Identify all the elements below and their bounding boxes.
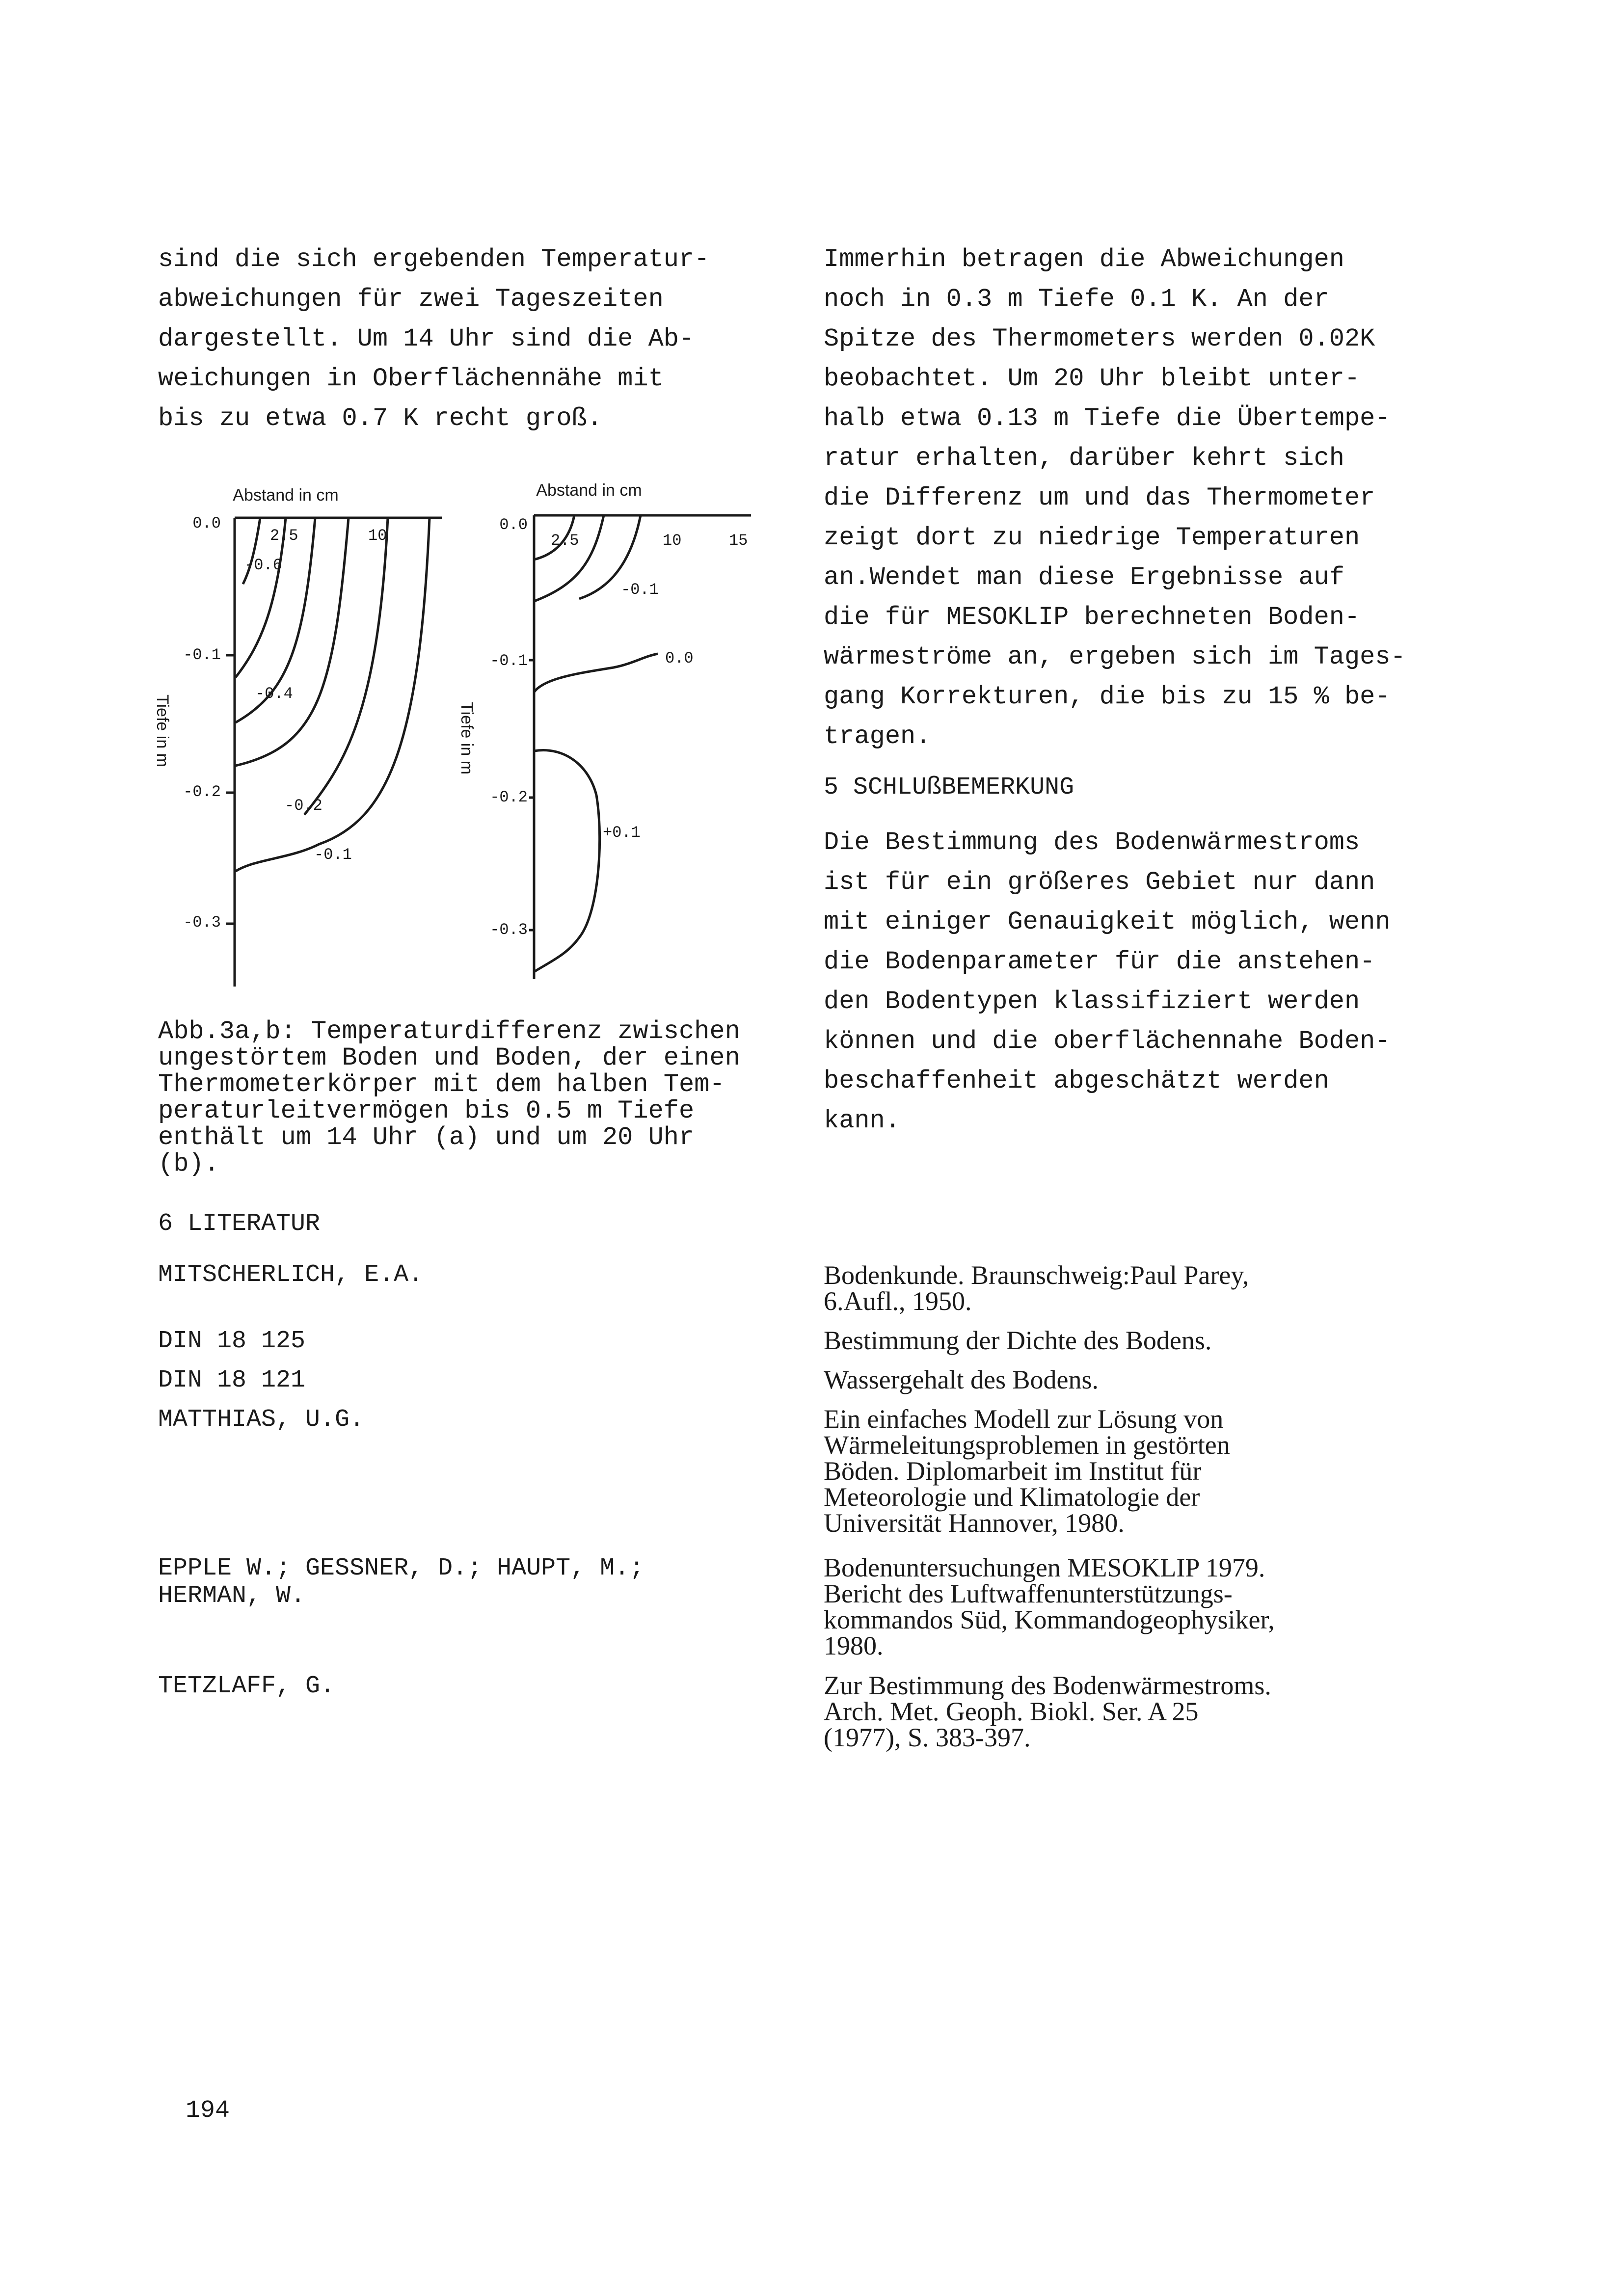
reference-line: Meteorologie und Klimatologie der (824, 1482, 1200, 1512)
reference-author: DIN 18 125 (158, 1327, 306, 1355)
text-line: die für MESOKLIP berechneten Boden- (824, 603, 1360, 632)
text-line: weichungen in Oberflächennähe mit (158, 364, 664, 393)
figure-3b (447, 471, 780, 987)
text-line: beschaffenheit abgeschätzt werden (824, 1067, 1329, 1095)
contour-label: -0.2 (285, 797, 322, 815)
contour-line (534, 750, 600, 972)
text-line: den Bodentypen klassifiziert werden (824, 987, 1360, 1016)
figure-caption (158, 1018, 796, 1177)
y-tick-label: -0.3 (183, 913, 221, 932)
text-line: an.Wendet man diese Ergebnisse auf (824, 563, 1344, 592)
section-heading: 5 SCHLUßBEMERKUNG (824, 774, 1074, 801)
contour-label: -0.1 (621, 581, 659, 599)
reference-author: EPPLE W.; GESSNER, D.; HAUPT, M.; HERMAN, W. (158, 1554, 644, 1610)
page-number: 194 (186, 2097, 230, 2125)
caption-line: (b). (158, 1149, 219, 1178)
y-tick-label: 0.0 (192, 514, 221, 533)
y-tick-label: -0.2 (490, 788, 528, 806)
left-paragraph (158, 240, 786, 438)
contour-label: -0.4 (255, 685, 293, 703)
reference-author: DIN 18 121 (158, 1366, 306, 1394)
x-tick-label: 10 (368, 527, 387, 545)
reference-line: Bericht des Luftwaffenunterstützungs- (824, 1579, 1233, 1608)
reference-line: Bestimmung der Dichte des Bodens. (824, 1326, 1212, 1355)
y-tick-label: -0.1 (183, 646, 221, 664)
text-line: beobachtet. Um 20 Uhr bleibt unter- (824, 364, 1360, 393)
text-line: zeigt dort zu niedrige Temperaturen (824, 523, 1360, 552)
text-line: wärmeströme an, ergeben sich im Tages- (824, 642, 1406, 671)
reference-line: (1977), S. 383-397. (824, 1723, 1031, 1752)
reference-author: TETZLAFF, G. (158, 1672, 335, 1700)
x-tick-label: 15 (729, 532, 748, 550)
y-tick-label: -0.3 (490, 921, 528, 939)
y-tick-label: -0.2 (183, 783, 221, 801)
x-axis-title: Abstand in cm (233, 486, 339, 505)
reference-line: kommandos Süd, Kommandogeophysiker, (824, 1605, 1275, 1634)
reference-text (824, 1367, 1099, 1393)
contour-label: -0.1 (314, 846, 352, 864)
reference-line: Wassergehalt des Bodens. (824, 1365, 1099, 1394)
reference-line: 6.Aufl., 1950. (824, 1286, 972, 1316)
text-line: noch in 0.3 m Tiefe 0.1 K. An der (824, 285, 1329, 314)
reference-text (824, 1406, 1230, 1536)
contour-label: -0.6 (244, 556, 282, 574)
y-axis-title: Tiefe in m (457, 702, 476, 775)
contour-line (304, 518, 388, 815)
y-tick-label: -0.1 (490, 652, 528, 670)
reference-line: Wärmeleitungsproblemen in gestörten (824, 1430, 1230, 1460)
y-axis-title: Tiefe in m (153, 694, 172, 768)
text-line: Immerhin betragen die Abweichungen (824, 245, 1344, 274)
text-line: können und die oberflächennahe Boden- (824, 1027, 1391, 1056)
y-tick-label: 0.0 (499, 516, 528, 534)
caption-line: ungestörtem Boden und Boden, der einen (158, 1043, 740, 1072)
text-line: mit einiger Genauigkeit möglich, wenn (824, 908, 1391, 936)
reference-text (824, 1673, 1271, 1751)
text-line: die Bodenparameter für die anstehen- (824, 947, 1375, 976)
text-line: Die Bestimmung des Bodenwärmestroms (824, 828, 1360, 857)
text-line: sind die sich ergebenden Temperatur- (158, 245, 710, 274)
reference-line: Ein einfaches Modell zur Lösung von (824, 1404, 1224, 1434)
right-paragraph (824, 240, 1457, 756)
text-line: bis zu etwa 0.7 K recht groß. (158, 404, 602, 433)
contour-label: +0.1 (603, 824, 641, 842)
text-line: gang Korrekturen, die bis zu 15 % be- (824, 682, 1391, 711)
caption-line: peraturleitvermögen bis 0.5 m Tiefe (158, 1096, 695, 1125)
text-line: die Differenz um und das Thermometer (824, 483, 1375, 512)
contour-line (534, 515, 604, 601)
literature-heading: 6 LITERATUR (158, 1210, 321, 1238)
text-line: halb etwa 0.13 m Tiefe die Übertempe- (824, 404, 1391, 433)
conclusion-paragraph (824, 823, 1457, 1141)
reference-text (824, 1262, 1249, 1314)
contour-label: 0.0 (665, 649, 694, 667)
y-tick-marks (226, 655, 235, 924)
reference-line: Zur Bestimmung des Bodenwärmestroms. (824, 1671, 1271, 1700)
text-line: dargestellt. Um 14 Uhr sind die Ab- (158, 324, 695, 353)
figure-3a (153, 471, 461, 996)
reference-author: MATTHIAS, U.G. (158, 1406, 365, 1434)
x-tick-label: 2.5 (551, 532, 579, 550)
reference-line: Arch. Met. Geoph. Biokl. Ser. A 25 (824, 1697, 1199, 1726)
text-line: abweichungen für zwei Tageszeiten (158, 285, 664, 314)
text-line: tragen. (824, 722, 931, 751)
reference-line: Böden. Diplomarbeit im Institut für (824, 1456, 1202, 1486)
contour-line (534, 654, 658, 692)
text-line: ist für ein größeres Gebiet nur dann (824, 868, 1375, 897)
text-line: ratur erhalten, darüber kehrt sich (824, 444, 1344, 473)
reference-text (824, 1328, 1211, 1354)
reference-line: Bodenkunde. Braunschweig:Paul Parey, (824, 1260, 1249, 1290)
reference-author: MITSCHERLICH, E.A. (158, 1261, 424, 1289)
reference-line: Universität Hannover, 1980. (824, 1508, 1125, 1538)
x-axis-title: Abstand in cm (536, 481, 642, 500)
x-tick-label: 10 (663, 532, 682, 550)
caption-line: Thermometerkörper mit dem halben Tem- (158, 1070, 725, 1099)
text-line: Spitze des Thermometers werden 0.02K (824, 324, 1375, 353)
caption-line: Abb.3a,b: Temperaturdifferenz zwischen (158, 1017, 740, 1046)
caption-line: enthält um 14 Uhr (a) und um 20 Uhr (158, 1123, 695, 1152)
x-tick-label: 2.5 (270, 527, 298, 545)
reference-line: Bodenuntersuchungen MESOKLIP 1979. (824, 1553, 1265, 1582)
reference-text (824, 1555, 1275, 1659)
reference-line: 1980. (824, 1631, 884, 1660)
text-line: kann. (824, 1106, 901, 1135)
